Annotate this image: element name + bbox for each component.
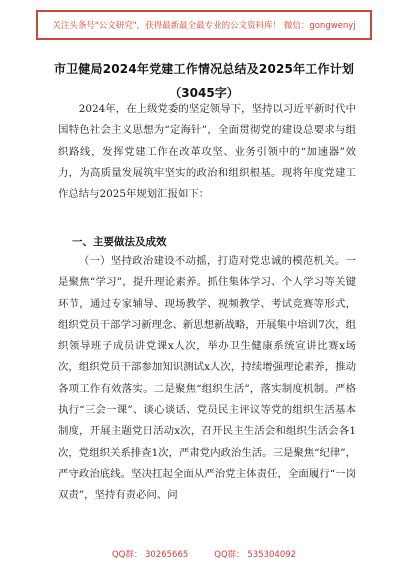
document-title: 市卫健局2024年党建工作情况总结及2025年工作计划 [53,62,355,76]
section-heading: 一、主要做法及成效 [72,236,167,248]
footer-qq-group-1: QQ群： 30265665 [111,550,189,560]
intro-paragraph: 2024年，在上级党委的坚定领导下，坚持以习近平新时代中国特色社会主义思想为“定海针”，全面贯彻党的建设总要求与组织路线，发挥党建工作在改革攻坚、业务引领中的“加速器”效力，为高质量发展筑牢坚实的政治和组织根基。现将年度党建工作总结与2025年规划汇报如下： [58,103,356,201]
word-count: （3045字） [169,86,239,100]
intro-section [58,99,356,205]
section-paragraph: （一）坚持政治建设不动摇，打造对党忠诚的模范机关。一是聚焦“学习”，提升理论素养。抓住集体学习、个人学习等关键环节，通过专家辅导、现场教学、视频教学、考试竞赛等形式，组织党员干部学习新理念、新思想新战略，开展集中培训7次，组织领导班子成员讲党课x人次，举办卫生健康系统宣讲比赛x场次，组织党员干部参加知识测试x人次，持续增强理论素养，推动各项工作有效落实。二是聚焦“组织生活”，落实制度机制。严格执行“三会一课”、谈心谈话、党员民主评议等党的组织生活基本制度，开展主题党日活动x次，召开民主生活会和组织生活会各1次，党组织关系排查1次，严肃党内政治生活。三是聚焦“纪律”，严守政治底线。坚决扛起全面从严治党主体责任，全面履行“一岗双责”，坚持有责必问、问 [58,255,356,502]
promo-banner-text: 关注头条号"公文研究"，获得最新最全最专业的公文资料库！ 微信：gongwenyj [52,21,356,31]
promo-banner [36,10,372,40]
footer [0,548,408,560]
section-body [58,251,356,507]
footer-qq-group-2: QQ群： 535304092 [214,550,297,560]
